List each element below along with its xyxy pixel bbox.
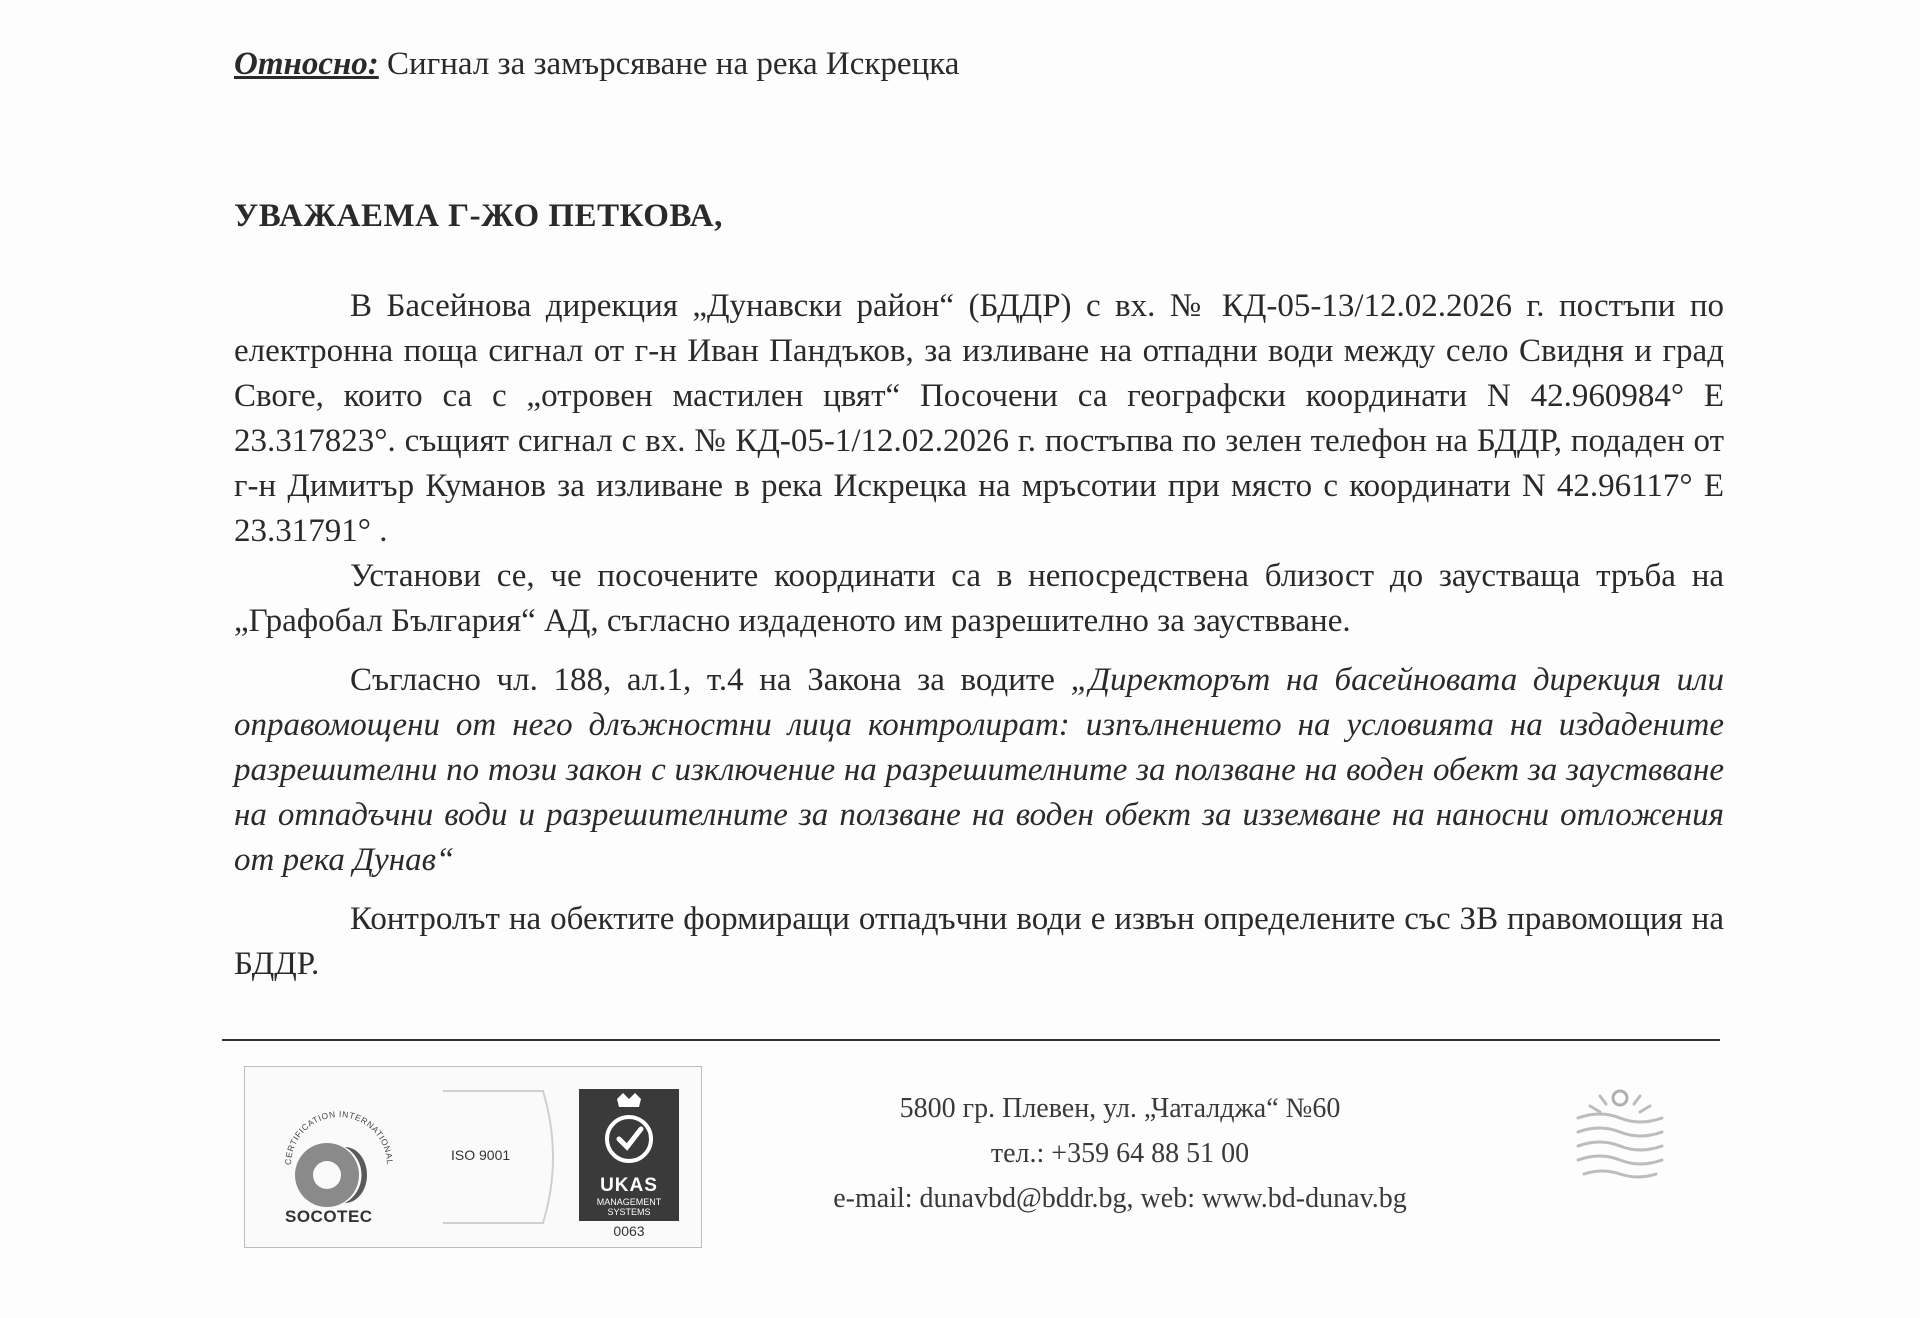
paragraph-finding: Установи се, че посочените координати са в непосредствена близост до заустваща тръба на „Графобал България“ АД, съгласно издаденото им разрешително за зауствване.: [234, 558, 1724, 639]
paragraph-law-citation: [234, 658, 1724, 883]
ukas-number: 0063: [613, 1223, 645, 1239]
iso-label: ISO 9001: [451, 1147, 511, 1163]
law-citation-quote: „Директорът на басейновата дирекция или оправомощени от него длъжностни лица контролират: изпълнението на условията на издадените разрешителни по този закон с изключение на разрешителните за ползване на воден обект за зауствване на отпадъчни води и разрешителните за ползване на воден обект за изземване на наносни отложения от река Дунав“: [234, 662, 1725, 878]
letter-body: [234, 284, 1724, 987]
ukas-crown-check-icon: [579, 1089, 679, 1175]
paragraph-conclusion: Контролът на обектите формиращи отпадъчни води е извън определените със ЗВ правомощия на БДДР.: [234, 901, 1724, 982]
socotec-name: SOCOTEC: [285, 1207, 373, 1226]
subject-line: [234, 44, 959, 84]
salutation: УВАЖАЕМА Г-ЖО ПЕТКОВА,: [234, 198, 723, 234]
subject-text: Сигнал за замърсяване на река Искрецка: [378, 46, 960, 82]
paragraph-complaint: В Басейнова дирекция „Дунавски район“ (БДДР) с вх. № КД-05-13/12.02.2026 г. постъпи по електронна поща сигнал от г-н Иван Пандъков, за изливане на отпадни води между село Свидня и град Своге, които са с „отровен мастилен цвят“ Посочени са географски координати N 42.960984° E 23.317823°. същият сигнал с вх. № КД-05-1/12.02.2026 г. постъпва по зелен телефон на БДДР, подаден от г-н Димитър Куманов за изливане в река Искрецка на мръсотии при място с координати N 42.96117° E 23.31791° .: [234, 288, 1724, 549]
subject-label: Относно:: [234, 46, 379, 82]
ukas-subtitle-line1: MANAGEMENT: [596, 1197, 662, 1207]
ukas-title: UKAS: [600, 1175, 658, 1196]
bddr-emblem-icon: [1570, 1082, 1670, 1192]
ukas-badge: [579, 1089, 679, 1221]
ukas-subtitle-line2: SYSTEMS: [607, 1207, 651, 1217]
footer-divider: [222, 1039, 1720, 1041]
certification-logos: [244, 1066, 702, 1248]
footer-address: 5800 гр. Плевен, ул. „Чаталджа“ №60: [899, 1093, 1341, 1124]
footer-email-web: e-mail: dunavbd@bddr.bg, web: www.bd-dunav.bg: [833, 1183, 1407, 1214]
ukas-subtitle: [579, 1197, 679, 1217]
footer-contact: [760, 1086, 1480, 1221]
footer-phone: тел.: +359 64 88 51 00: [990, 1138, 1250, 1169]
law-citation-lead: Съгласно чл. 188, ал.1, т.4 на Закона за водите: [350, 662, 1071, 698]
socotec-arc-text: CERTIFICATION INTERNATIONAL: [282, 1108, 396, 1166]
